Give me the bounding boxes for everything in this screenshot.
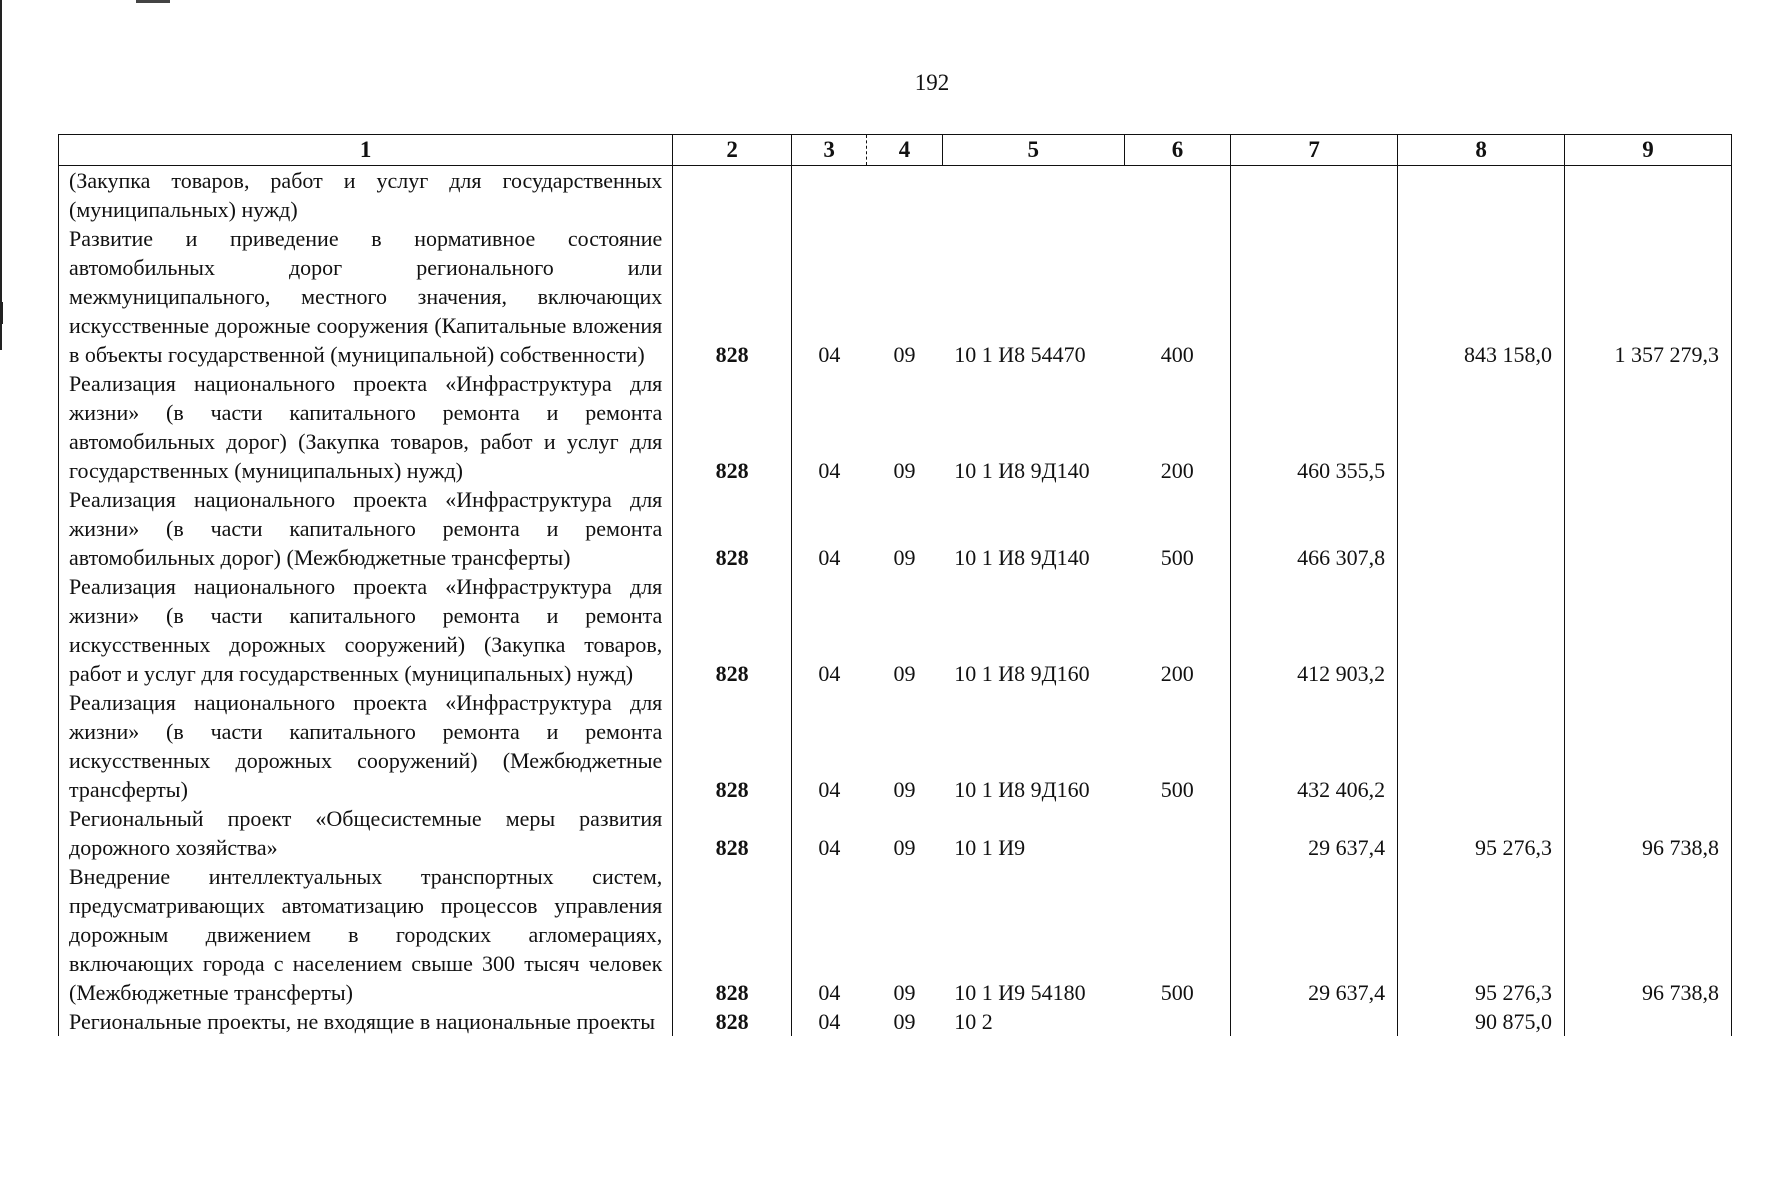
- row-amount-col8: 843 158,0: [1398, 224, 1565, 369]
- column-header-8: 8: [1398, 135, 1565, 166]
- row-subsection: 09: [893, 545, 916, 570]
- column-header-7: 7: [1231, 135, 1398, 166]
- row-amount-col7: [1231, 224, 1398, 369]
- table-row: [59, 369, 1732, 485]
- row-name: Реализация национального проекта «Инфраструктура для жизни» (в части капитального ремонта и ремонта автомобильных дорог) (Межбюджетные трансферты): [59, 485, 673, 572]
- row-section: 04: [818, 342, 841, 367]
- table-header: [59, 135, 1732, 166]
- row-amount-col8: 95 276,3: [1398, 862, 1565, 1007]
- row-subsection: 09: [893, 458, 916, 483]
- row-subsection: [867, 166, 942, 225]
- row-target-code: 10 1 И8 54470: [954, 342, 1086, 367]
- row-section: 04: [818, 777, 841, 802]
- row-amount-col7: 29 637,4: [1231, 862, 1398, 1007]
- column-header-3: 3: [791, 135, 866, 166]
- row-name: (Закупка товаров, работ и услуг для государственных (муниципальных) нужд): [59, 166, 673, 225]
- row-amount-col7: 460 355,5: [1231, 369, 1398, 485]
- row-subsection: 09: [893, 980, 916, 1005]
- row-subsection: 09: [893, 1009, 916, 1034]
- row-section: [791, 166, 866, 225]
- row-amount-col8: 90 875,0: [1398, 1007, 1565, 1036]
- table-row: [59, 166, 1732, 225]
- row-amount-col9: [1565, 688, 1732, 804]
- row-expense-type: 500: [1124, 862, 1231, 1007]
- row-name: Региональный проект «Общесистемные меры развития дорожного хозяйства»: [59, 804, 673, 862]
- column-header-6: 6: [1124, 135, 1231, 166]
- row-grbs: 828: [673, 485, 792, 572]
- row-amount-col9: [1565, 485, 1732, 572]
- row-grbs: 828: [673, 862, 792, 1007]
- table-row: [59, 688, 1732, 804]
- header-row: [59, 135, 1732, 166]
- row-expense-type: [1124, 804, 1231, 862]
- row-target-code: 10 1 И9 54180: [954, 980, 1086, 1005]
- row-grbs: [673, 166, 792, 225]
- row-section: 04: [818, 661, 841, 686]
- row-subsection: 09: [893, 835, 916, 860]
- row-expense-type: [1124, 1007, 1231, 1036]
- row-amount-col8: 95 276,3: [1398, 804, 1565, 862]
- row-name: Региональные проекты, не входящие в национальные проекты: [59, 1007, 673, 1036]
- row-amount-col8: [1398, 688, 1565, 804]
- row-amount-col9: [1565, 369, 1732, 485]
- row-amount-col8: [1398, 485, 1565, 572]
- row-amount-col8: [1398, 572, 1565, 688]
- row-amount-col7: [1231, 166, 1398, 225]
- table-row: [59, 1007, 1732, 1036]
- row-grbs: 828: [673, 369, 792, 485]
- row-amount-col7: 466 307,8: [1231, 485, 1398, 572]
- row-amount-col7: 412 903,2: [1231, 572, 1398, 688]
- row-amount-col9: 1 357 279,3: [1565, 224, 1732, 369]
- row-expense-type: 200: [1124, 369, 1231, 485]
- row-name: Развитие и приведение в нормативное состояние автомобильных дорог регионального или межмуниципального, местного значения, включающих искусственные дорожные сооружения (Капитальные вложения в объекты государственной (муниципальной) собственности): [59, 224, 673, 369]
- page-number: 192: [914, 70, 950, 95]
- scan-edge-mark: [0, 302, 3, 324]
- row-section: 04: [818, 980, 841, 1005]
- row-amount-col7: 29 637,4: [1231, 804, 1398, 862]
- row-section: 04: [818, 1009, 841, 1034]
- row-expense-type: 500: [1124, 485, 1231, 572]
- row-amount-col8: [1398, 166, 1565, 225]
- row-target-code: 10 1 И8 9Д160: [954, 777, 1090, 802]
- row-subsection: 09: [893, 661, 916, 686]
- row-expense-type: 400: [1124, 224, 1231, 369]
- row-section: 04: [818, 545, 841, 570]
- row-subsection: 09: [893, 342, 916, 367]
- row-name: Реализация национального проекта «Инфраструктура для жизни» (в части капитального ремонта и ремонта искусственных дорожных сооружений) (Закупка товаров, работ и услуг для государственных (муниципальных) нужд): [59, 572, 673, 688]
- row-section: 04: [818, 458, 841, 483]
- row-amount-col7: 432 406,2: [1231, 688, 1398, 804]
- column-header-2: 2: [673, 135, 792, 166]
- row-amount-col9: [1565, 1007, 1732, 1036]
- column-header-5: 5: [942, 135, 1124, 166]
- row-target-code: 10 1 И8 9Д160: [954, 661, 1090, 686]
- column-header-9: 9: [1565, 135, 1732, 166]
- row-expense-type: [1124, 166, 1231, 225]
- row-target-code: 10 1 И8 9Д140: [954, 458, 1090, 483]
- row-expense-type: 200: [1124, 572, 1231, 688]
- table-row: [59, 224, 1732, 369]
- scan-top-mark: [136, 0, 170, 3]
- table-body: [59, 166, 1732, 1037]
- table-row: [59, 862, 1732, 1007]
- budget-table: [58, 134, 1732, 1036]
- row-amount-col7: [1231, 1007, 1398, 1036]
- row-name: Внедрение интеллектуальных транспортных систем, предусматривающих автоматизацию процессов управления дорожным движением в городских агломерациях, включающих города с населением свыше 300 тысяч человек (Межбюджетные трансферты): [59, 862, 673, 1007]
- row-section: 04: [818, 835, 841, 860]
- row-amount-col8: [1398, 369, 1565, 485]
- column-header-1: 1: [59, 135, 673, 166]
- row-name: Реализация национального проекта «Инфраструктура для жизни» (в части капитального ремонта и ремонта искусственных дорожных сооружений) (Межбюджетные трансферты): [59, 688, 673, 804]
- row-amount-col9: [1565, 572, 1732, 688]
- row-grbs: 828: [673, 572, 792, 688]
- budget-table-container: [58, 134, 1732, 1036]
- row-amount-col9: 96 738,8: [1565, 862, 1732, 1007]
- table-row: [59, 804, 1732, 862]
- row-grbs: 828: [673, 688, 792, 804]
- row-amount-col9: [1565, 166, 1732, 225]
- row-grbs: 828: [673, 224, 792, 369]
- column-header-4: 4: [867, 135, 942, 166]
- row-name: Реализация национального проекта «Инфраструктура для жизни» (в части капитального ремонта и ремонта автомобильных дорог) (Закупка товаров, работ и услуг для государственных (муниципальных) нужд): [59, 369, 673, 485]
- row-expense-type: 500: [1124, 688, 1231, 804]
- row-grbs: 828: [673, 1007, 792, 1036]
- row-target-code: 10 1 И9: [954, 835, 1026, 860]
- table-row: [59, 485, 1732, 572]
- row-target-code: [942, 166, 1124, 225]
- row-subsection: 09: [893, 777, 916, 802]
- table-row: [59, 572, 1732, 688]
- row-grbs: 828: [673, 804, 792, 862]
- scan-left-edge: [0, 0, 2, 350]
- row-amount-col9: 96 738,8: [1565, 804, 1732, 862]
- row-target-code: 10 2: [954, 1009, 993, 1034]
- row-target-code: 10 1 И8 9Д140: [954, 545, 1090, 570]
